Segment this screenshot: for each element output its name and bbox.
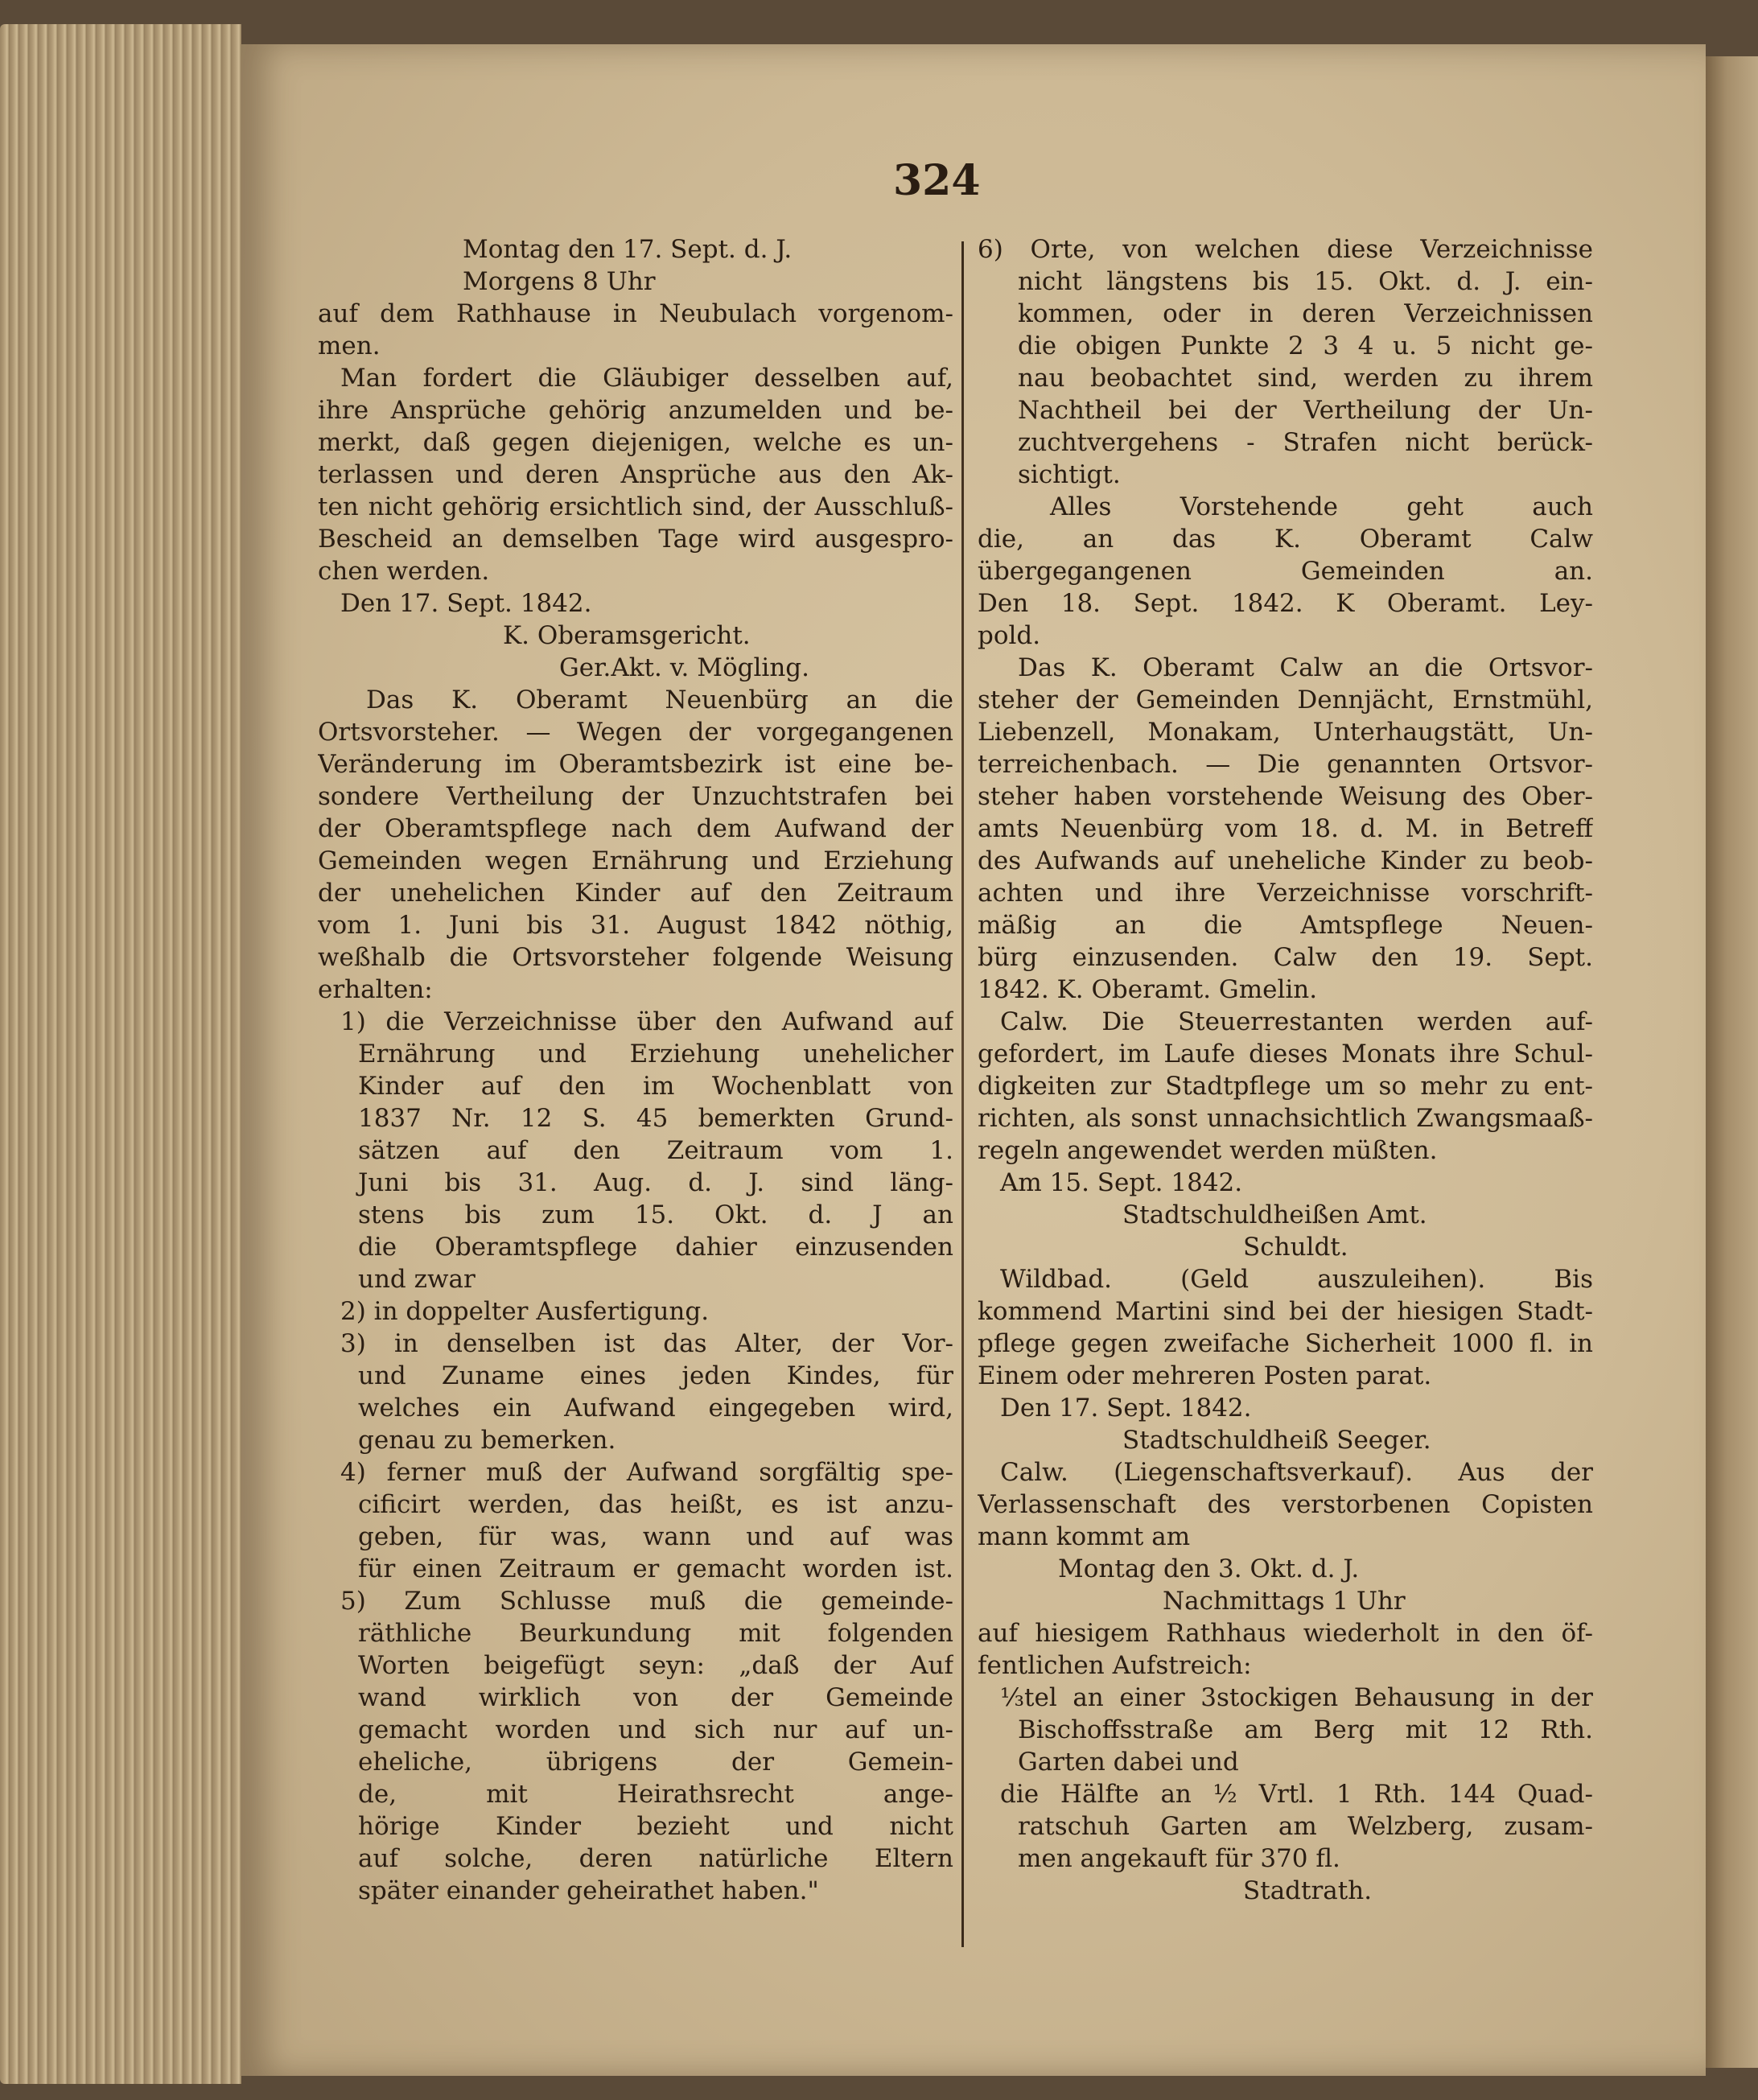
text-line: Bescheid an demselben Tage wird ausgespro- xyxy=(318,525,953,554)
text-line: ratschuh Garten am Welzberg, zusam- xyxy=(1018,1812,1593,1841)
text-line: vom 1. Juni bis 31. August 1842 nöthig, xyxy=(318,911,953,940)
text-line: 3) in denselben ist das Alter, der Vor- xyxy=(340,1329,953,1358)
text-line: stens bis zum 15. Okt. d. J an xyxy=(358,1200,953,1229)
facing-page-edge xyxy=(1706,56,1758,2068)
text-line: Stadtrath. xyxy=(1243,1876,1373,1905)
text-line: chen werden. xyxy=(318,557,490,586)
text-line: Calw. Die Steuerrestanten werden auf- xyxy=(1000,1007,1593,1036)
text-line: auf dem Rathhause in Neubulach vorgenom- xyxy=(318,299,953,328)
text-line: Den 18. Sept. 1842. K Oberamt. Ley- xyxy=(978,589,1593,618)
text-line: Ortsvorsteher. — Wegen der vorgegangenen xyxy=(318,718,953,747)
text-line: übergegangenen Gemeinden an. xyxy=(978,557,1593,586)
book-page-edges xyxy=(0,24,241,2084)
text-line: K. Oberamsgericht. xyxy=(503,621,751,650)
text-line: bürg einzusenden. Calw den 19. Sept. xyxy=(978,943,1593,972)
text-line: Den 17. Sept. 1842. xyxy=(340,589,592,618)
text-line: die obigen Punkte 2 3 4 u. 5 nicht ge- xyxy=(1018,331,1593,360)
text-line: mann kommt am xyxy=(978,1522,1191,1551)
text-line: Den 17. Sept. 1842. xyxy=(1000,1394,1252,1423)
text-line: Calw. (Liegenschaftsverkauf). Aus der xyxy=(1000,1458,1593,1487)
text-line: eheliche, übrigens der Gemein- xyxy=(358,1748,953,1777)
text-line: welches ein Aufwand eingegeben wird, xyxy=(358,1394,953,1423)
text-line: der unehelichen Kinder auf den Zeitraum xyxy=(318,879,953,908)
text-line: Gemeinden wegen Ernährung und Erziehung xyxy=(318,846,953,875)
text-line: genau zu bemerken. xyxy=(358,1426,616,1455)
text-line: Alles Vorstehende geht auch xyxy=(1050,492,1593,521)
text-line: kommen, oder in deren Verzeichnissen xyxy=(1018,299,1593,328)
text-line: richten, als sonst unnachsichtlich Zwangsmaaß- xyxy=(978,1104,1593,1133)
text-line: sätzen auf den Zeitraum vom 1. xyxy=(358,1136,953,1165)
text-line: räthliche Beurkundung mit folgenden xyxy=(358,1619,953,1648)
text-line: Das K. Oberamt Calw an die Ortsvor- xyxy=(1018,653,1593,682)
text-line: kommend Martini sind bei der hiesigen Stadt- xyxy=(978,1297,1593,1326)
text-line: nau beobachtet sind, werden zu ihrem xyxy=(1018,364,1593,393)
text-line: terlassen und deren Ansprüche aus den Ak- xyxy=(318,460,953,489)
text-line: gefordert, im Laufe dieses Monats ihre Schul- xyxy=(978,1040,1593,1069)
text-line: de, mit Heirathsrecht ange- xyxy=(358,1780,953,1809)
text-line: cificirt werden, das heißt, es ist anzu- xyxy=(358,1490,953,1519)
text-line: Kinder auf den im Wochenblatt von xyxy=(358,1072,953,1101)
text-line: 6) Orte, von welchen diese Verzeichnisse xyxy=(978,235,1593,264)
text-line: pold. xyxy=(978,621,1041,650)
text-line: auf hiesigem Rathhaus wiederholt in den öf- xyxy=(978,1619,1593,1648)
page-number: 324 xyxy=(893,156,981,205)
text-line: 5) Zum Schlusse muß die gemeinde- xyxy=(340,1587,953,1616)
text-line: Stadtschuldheiß Seeger. xyxy=(1122,1426,1431,1455)
text-line: auf solche, deren natürliche Eltern xyxy=(358,1844,953,1873)
text-line: Morgens 8 Uhr xyxy=(463,267,656,296)
text-line: zuchtvergehens - Strafen nicht berück- xyxy=(1018,428,1593,457)
text-line: Nachmittags 1 Uhr xyxy=(1163,1587,1406,1616)
text-line: die Hälfte an ½ Vrtl. 1 Rth. 144 Quad- xyxy=(1000,1780,1593,1809)
text-line: Veränderung im Oberamtsbezirk ist eine be- xyxy=(318,750,953,779)
text-line: men angekauft für 370 fl. xyxy=(1018,1844,1340,1873)
text-line: Wildbad. (Geld auszuleihen). Bis xyxy=(1000,1265,1593,1294)
text-line: sondere Vertheilung der Unzuchtstrafen bei xyxy=(318,782,953,811)
text-line: die, an das K. Oberamt Calw xyxy=(978,525,1593,554)
text-line: Ger.Akt. v. Mögling. xyxy=(559,653,809,682)
text-line: Garten dabei und xyxy=(1018,1748,1239,1777)
text-line: die Oberamtspflege dahier einzusenden xyxy=(358,1233,953,1262)
text-line: Am 15. Sept. 1842. xyxy=(1000,1168,1243,1197)
text-line: men. xyxy=(318,331,381,360)
text-line: amts Neuenbürg vom 18. d. M. in Betreff xyxy=(978,814,1593,843)
text-line: Man fordert die Gläubiger desselben auf, xyxy=(340,364,953,393)
text-line: mäßig an die Amtspflege Neuen- xyxy=(978,911,1593,940)
text-line: digkeiten zur Stadtpflege um so mehr zu ent- xyxy=(978,1072,1593,1101)
text-line: ⅓tel an einer 3stockigen Behausung in der xyxy=(1000,1683,1593,1712)
text-line: Nachtheil bei der Vertheilung der Un- xyxy=(1018,396,1593,425)
text-line: geben, für was, wann und auf was xyxy=(358,1522,953,1551)
text-line: und zwar xyxy=(358,1265,476,1294)
text-line: gemacht worden und sich nur auf un- xyxy=(358,1715,953,1744)
text-line: später einander geheirathet haben." xyxy=(358,1876,819,1905)
text-line: regeln angewendet werden müßten. xyxy=(978,1136,1438,1165)
text-line: nicht längstens bis 15. Okt. d. J. ein- xyxy=(1018,267,1593,296)
text-line: Das K. Oberamt Neuenbürg an die xyxy=(366,686,953,714)
text-line: 1837 Nr. 12 S. 45 bemerkten Grund- xyxy=(358,1104,953,1133)
text-line: wand wirklich von der Gemeinde xyxy=(358,1683,953,1712)
text-line: 4) ferner muß der Aufwand sorgfältig spe- xyxy=(340,1458,953,1487)
text-line: und Zuname eines jeden Kindes, für xyxy=(358,1361,953,1390)
text-line: 1842. K. Oberamt. Gmelin. xyxy=(978,975,1318,1004)
text-line: achten und ihre Verzeichnisse vorschrift- xyxy=(978,879,1593,908)
text-line: Verlassenschaft des verstorbenen Copisten xyxy=(978,1490,1593,1519)
text-line: Juni bis 31. Aug. d. J. sind läng- xyxy=(358,1168,953,1197)
text-line: weßhalb die Ortsvorsteher folgende Weisung xyxy=(318,943,953,972)
text-line: Liebenzell, Monakam, Unterhaugstätt, Un- xyxy=(978,718,1593,747)
text-line: Schuldt. xyxy=(1243,1233,1348,1262)
column-divider xyxy=(961,241,964,1947)
text-line: für einen Zeitraum er gemacht worden ist. xyxy=(358,1554,953,1583)
text-line: 2) in doppelter Ausfertigung. xyxy=(340,1297,710,1326)
text-line: Einem oder mehreren Posten parat. xyxy=(978,1361,1432,1390)
text-line: hörige Kinder bezieht und nicht xyxy=(358,1812,953,1841)
text-line: steher der Gemeinden Dennjächt, Ernstmühl, xyxy=(978,686,1593,714)
left-column xyxy=(318,233,953,1907)
text-line: der Oberamtspflege nach dem Aufwand der xyxy=(318,814,953,843)
text-line: Montag den 17. Sept. d. J. xyxy=(463,235,793,264)
right-column xyxy=(978,233,1593,1907)
text-line: ten nicht gehörig ersichtlich sind, der Ausschluß- xyxy=(318,492,953,521)
text-line: Stadtschuldheißen Amt. xyxy=(1122,1200,1427,1229)
text-line: Worten beigefügt seyn: „daß der Auf xyxy=(358,1651,953,1680)
text-line: erhalten: xyxy=(318,975,433,1004)
text-line: des Aufwands auf uneheliche Kinder zu beob- xyxy=(978,846,1593,875)
text-line: Bischoffsstraße am Berg mit 12 Rth. xyxy=(1018,1715,1593,1744)
text-line: ihre Ansprüche gehörig anzumelden und be- xyxy=(318,396,953,425)
text-line: sichtigt. xyxy=(1018,460,1121,489)
text-line: terreichenbach. — Die genannten Ortsvor- xyxy=(978,750,1593,779)
text-line: Ernährung und Erziehung unehelicher xyxy=(358,1040,953,1069)
text-line: pflege gegen zweifache Sicherheit 1000 fl. in xyxy=(978,1329,1593,1358)
text-line: Montag den 3. Okt. d. J. xyxy=(1058,1554,1360,1583)
text-line: 1) die Verzeichnisse über den Aufwand auf xyxy=(340,1007,953,1036)
text-line: fentlichen Aufstreich: xyxy=(978,1651,1252,1680)
text-line: merkt, daß gegen diejenigen, welche es un- xyxy=(318,428,953,457)
text-line: steher haben vorstehende Weisung des Ober- xyxy=(978,782,1593,811)
